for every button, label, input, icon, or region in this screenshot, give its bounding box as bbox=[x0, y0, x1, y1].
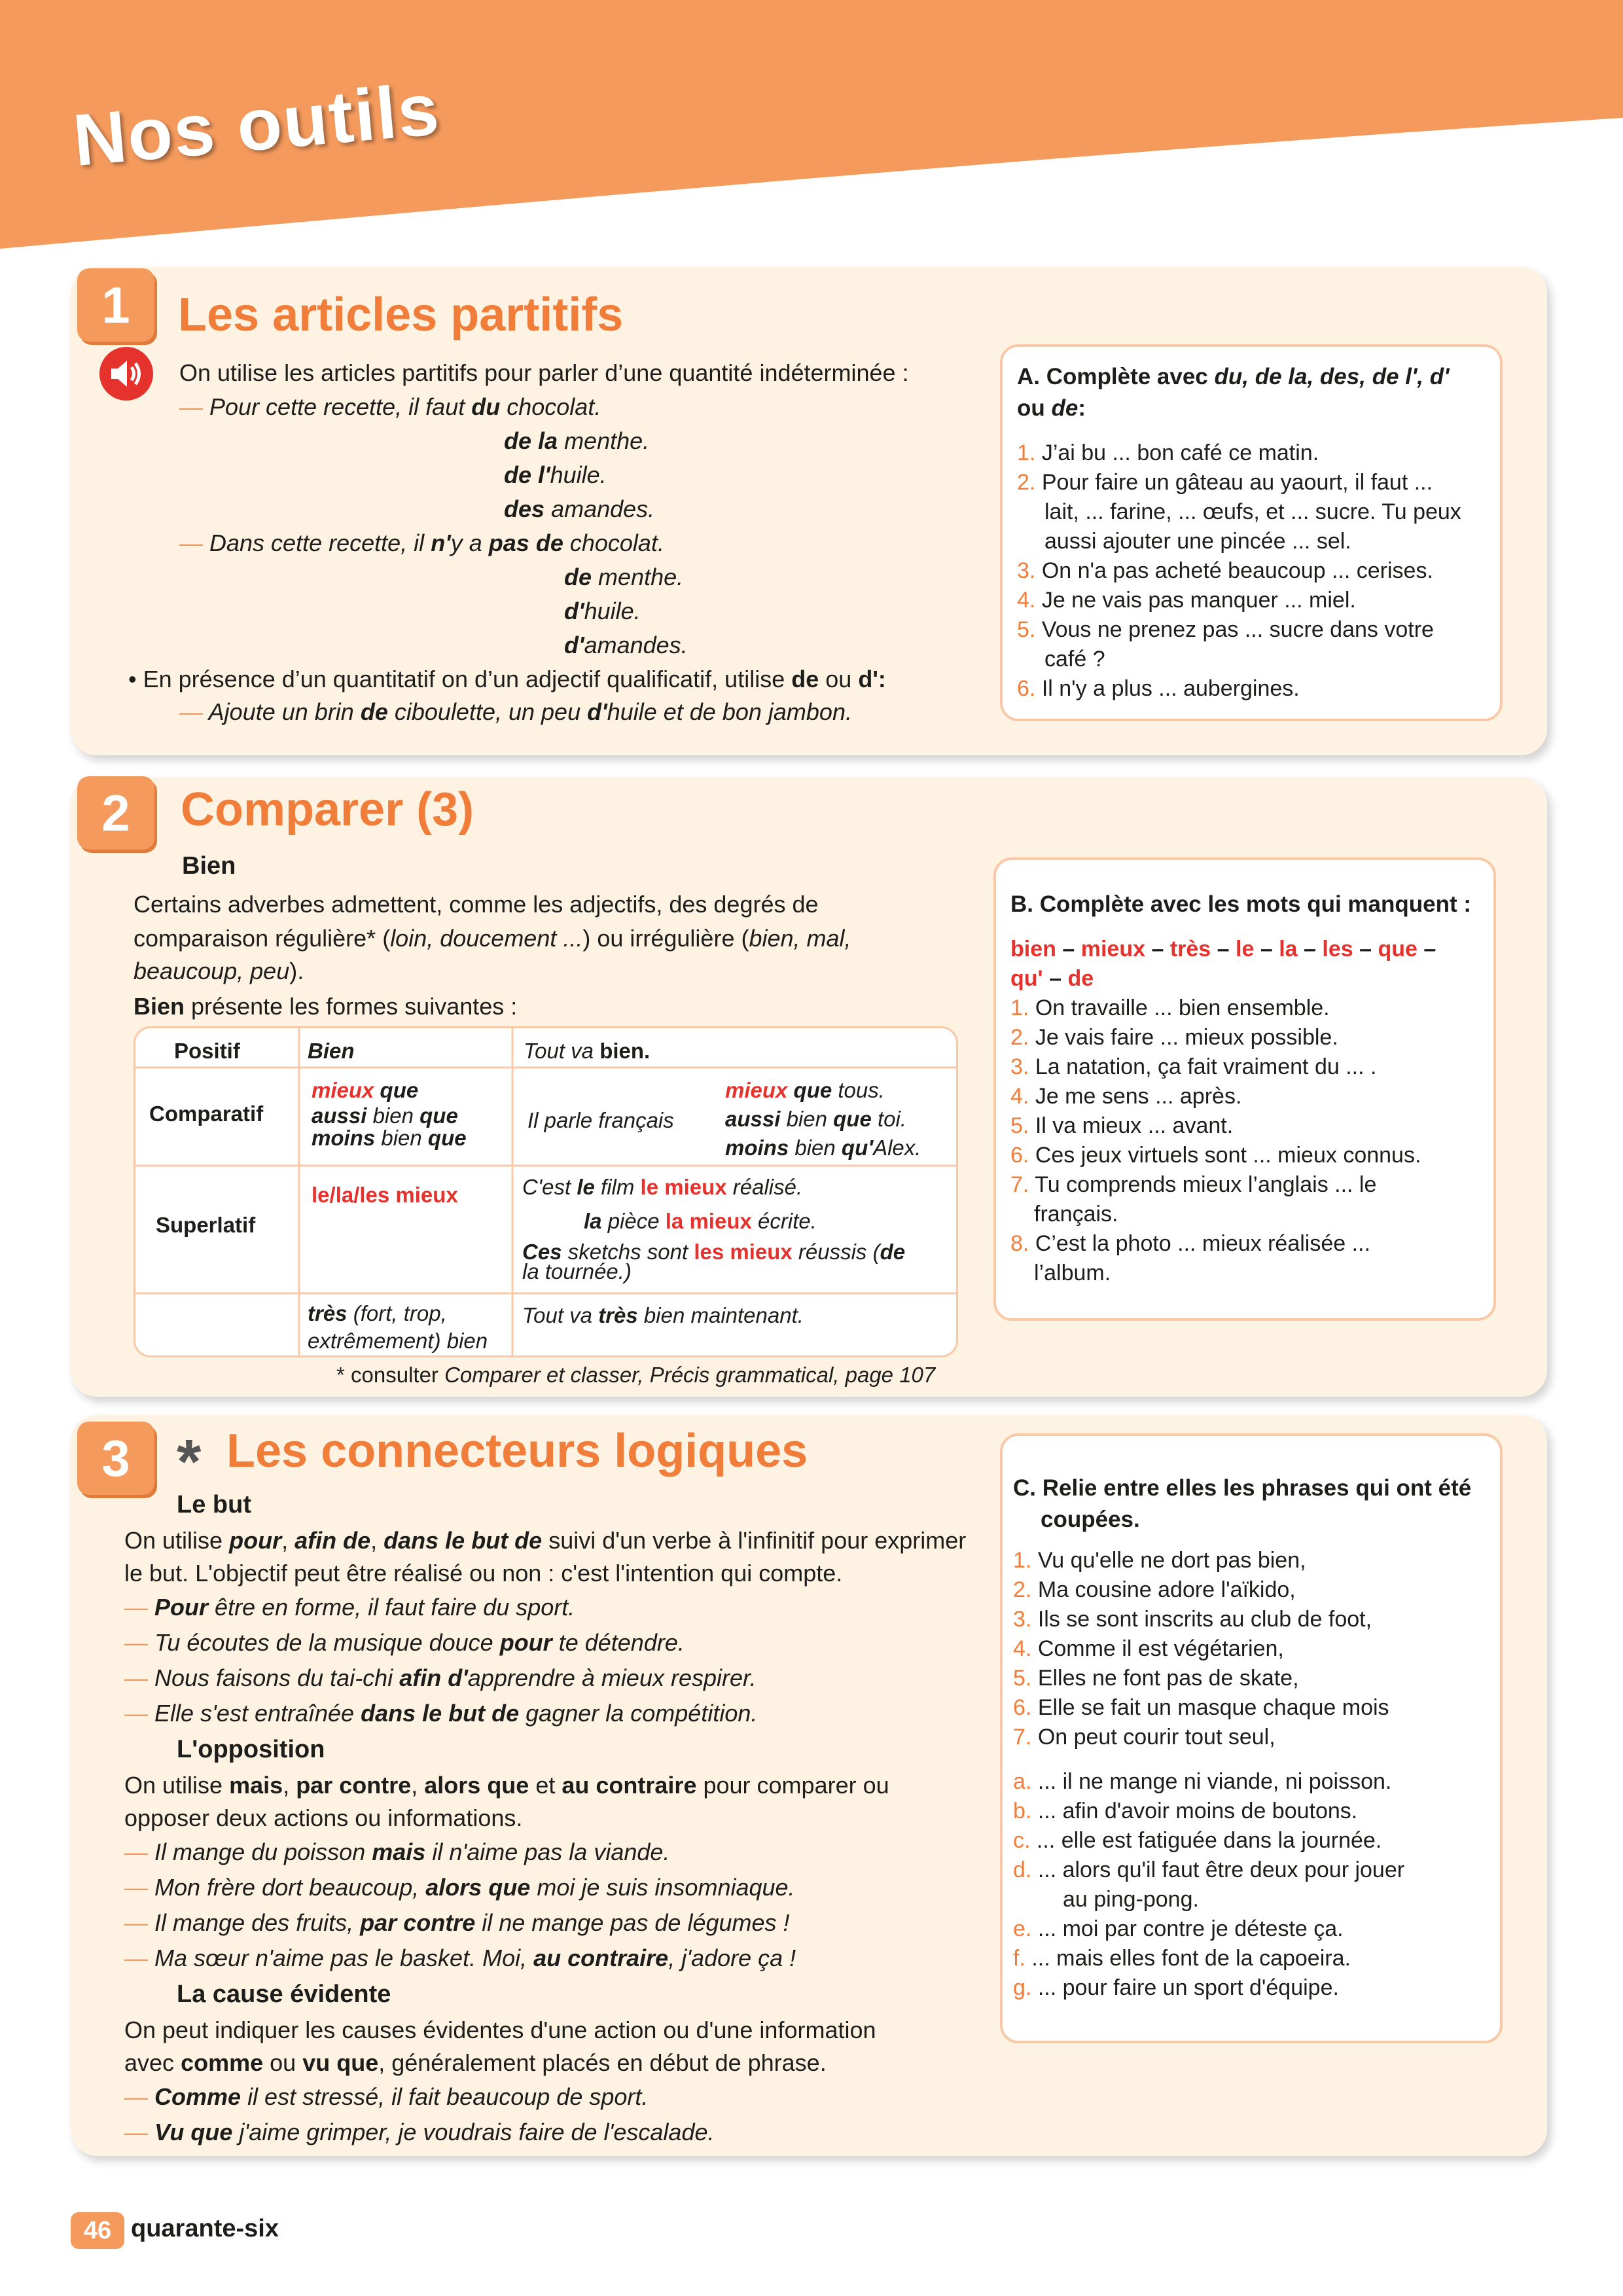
table-header-bien: Bien bbox=[308, 1039, 355, 1063]
exercise-item: 5. Il va mieux ... avant. bbox=[1010, 1113, 1234, 1138]
subheading: La cause évidente bbox=[177, 1981, 391, 2008]
exercise-item: b. ... afin d'avoir moins de boutons. bbox=[1013, 1799, 1358, 1823]
intro-text: On utilise les articles partitifs pour parler d’une quantité indéterminée : bbox=[179, 359, 909, 386]
example-line: de menthe. bbox=[564, 564, 684, 590]
paragraph-line: opposer deux actions ou informations. bbox=[124, 1804, 523, 1831]
exercise-item: 4. Je ne vais pas manquer ... miel. bbox=[1017, 588, 1356, 613]
example-line: d'huile. bbox=[564, 598, 641, 624]
exercise-list bbox=[1017, 439, 1488, 704]
word-bank: bien – mieux – très – le – la – les – que – qu' – de bbox=[1010, 937, 1436, 991]
exercise-item: 4. Je me sens ... après. bbox=[1010, 1084, 1242, 1109]
example-line: — Ajoute un brin de ciboulette, un peu d'huile et de bon jambon. bbox=[179, 698, 852, 725]
table-last-example: Tout va très bien maintenant. bbox=[522, 1303, 804, 1327]
exercise-item: 2. Pour faire un gâteau au yaourt, il faut ... bbox=[1017, 470, 1433, 495]
exercise-item: d. ... alors qu'il faut être deux pour jouer bbox=[1013, 1857, 1405, 1882]
exercise-item: 6. Il n'y a plus ... aubergines. bbox=[1017, 676, 1300, 701]
exercise-item: f. ... mais elles font de la capoeira. bbox=[1013, 1946, 1351, 1971]
paragraph-line: Bien présente les formes suivantes : bbox=[134, 993, 518, 1020]
exercise-item: 1. Vu qu'elle ne dort pas bien, bbox=[1013, 1548, 1306, 1573]
section-title: Les connecteurs logiques bbox=[226, 1425, 808, 1477]
section-title: Les articles partitifs bbox=[178, 289, 624, 341]
page-title: Nos outils bbox=[69, 67, 444, 182]
example-line: — Ma sœur n'aime pas le basket. Moi, au contraire, j'adore ça ! bbox=[124, 1945, 796, 1971]
exercise-item: c. ... elle est fatiguée dans la journée. bbox=[1013, 1828, 1382, 1853]
exercise-heading: A. Complète avec du, de la, des, de l', d' ou de: bbox=[1017, 364, 1450, 421]
example-line: — Vu que j'aime grimper, je voudrais faire de l'escalade. bbox=[124, 2119, 715, 2145]
exercise-item: 2. Ma cousine adore l'aïkido, bbox=[1013, 1577, 1296, 1602]
table-label-comparatif: Comparatif bbox=[149, 1102, 264, 1126]
exercise-item: 5. Elles ne font pas de skate, bbox=[1013, 1666, 1299, 1691]
exercise-item: 6. Ces jeux virtuels sont ... mieux connus. bbox=[1010, 1143, 1421, 1168]
example-line: — Nous faisons du tai-chi afin d'apprendre à mieux respirer. bbox=[124, 1664, 757, 1691]
section-number: 2 bbox=[77, 776, 154, 850]
table-header-positif: Positif bbox=[174, 1039, 240, 1063]
exercise-item: e. ... moi par contre je déteste ça. bbox=[1013, 1916, 1344, 1941]
example-line: d'amandes. bbox=[564, 632, 688, 658]
paragraph-line: avec comme ou vu que, généralement placés en début de phrase. bbox=[124, 2049, 827, 2076]
exercise-item: 6. Elle se fait un masque chaque mois bbox=[1013, 1695, 1389, 1720]
example-line: — Pour être en forme, il faut faire du sport. bbox=[124, 1594, 575, 1621]
paragraph-line: Certains adverbes admettent, comme les adjectifs, des degrés de bbox=[134, 891, 819, 918]
example-line: — Tu écoutes de la musique douce pour te détendre. bbox=[124, 1629, 685, 1656]
exercise-item: 3. On n'a pas acheté beaucoup ... cerises. bbox=[1017, 558, 1433, 583]
exercise-item: l’album. bbox=[1034, 1261, 1111, 1285]
example-line: — Comme il est stressé, il fait beaucoup de sport. bbox=[124, 2083, 649, 2110]
section-title: Comparer (3) bbox=[181, 783, 474, 836]
page-number: 46 bbox=[71, 2212, 124, 2249]
paragraph-line: le but. L'objectif peut être réalisé ou non : c'est l'intention qui compte. bbox=[124, 1560, 843, 1587]
asterisk-icon: * bbox=[177, 1427, 202, 1497]
exercise-item: 7. On peut courir tout seul, bbox=[1013, 1725, 1275, 1749]
paragraph-line: On utilise mais, par contre, alors que et au contraire pour comparer ou bbox=[124, 1772, 889, 1799]
exercise-item: 4. Comme il est végétarien, bbox=[1013, 1636, 1284, 1661]
example-line: — Elle s'est entraînée dans le but de gagner la compétition. bbox=[124, 1700, 758, 1727]
exercise-item: lait, ... farine, ... œufs, et ... sucre. Tu peux bbox=[1044, 499, 1461, 524]
rule-text: • En présence d’un quantitatif on d’un adjectif qualificatif, utilise de ou d': bbox=[128, 666, 886, 692]
table-header-example: Tout va bien. bbox=[524, 1039, 651, 1063]
subheading: Le but bbox=[177, 1491, 251, 1518]
table-comp-lead: Il parle français bbox=[527, 1108, 674, 1132]
example-line: de l'huile. bbox=[504, 461, 607, 488]
example-line: — Il mange du poisson mais il n'aime pas la viande. bbox=[124, 1839, 670, 1865]
exercise-item: g. ... pour faire un sport d'équipe. bbox=[1013, 1975, 1339, 2000]
exercise-item: 1. On travaille ... bien ensemble. bbox=[1010, 996, 1330, 1020]
example-line: des amandes. bbox=[504, 495, 655, 522]
exercise-item: au ping-pong. bbox=[1063, 1887, 1199, 1912]
example-line: — Il mange des fruits, par contre il ne mange pas de légumes ! bbox=[124, 1909, 790, 1936]
section-number: 3 bbox=[77, 1422, 154, 1495]
exercise-item: 3. Ils se sont inscrits au club de foot, bbox=[1013, 1607, 1372, 1632]
paragraph-line: comparaison régulière* (loin, doucement ...) ou irrégulière (bien, mal, bbox=[134, 925, 851, 952]
table-last-form: très (fort, trop, extrêmement) bien bbox=[308, 1301, 488, 1353]
table-comp-forms: mieux que aussi bien que moins bien que bbox=[312, 1078, 467, 1150]
example-line: — Mon frère dort beaucoup, alors que moi je suis insomniaque. bbox=[124, 1874, 795, 1901]
paragraph-line: On utilise pour, afin de, dans le but de suivi d'un verbe à l'infinitif pour exprimer bbox=[124, 1527, 967, 1554]
exercise-item: français. bbox=[1034, 1202, 1118, 1227]
exercise-heading: C. Relie entre elles les phrases qui ont été coupées. bbox=[1013, 1475, 1472, 1532]
subheading: Bien bbox=[182, 852, 236, 880]
exercise-item: a. ... il ne mange ni viande, ni poisson. bbox=[1013, 1769, 1392, 1794]
exercise-item: aussi ajouter une pincée ... sel. bbox=[1044, 529, 1351, 554]
exercise-list bbox=[1013, 1767, 1491, 2003]
table-sup-form: le/la/les mieux bbox=[312, 1183, 458, 1207]
paragraph-line: On peut indiquer les causes évidentes d'une action ou d'une information bbox=[124, 2017, 876, 2043]
section-number: 1 bbox=[77, 268, 154, 342]
example-line: — Pour cette recette, il faut du chocolat. bbox=[179, 393, 601, 420]
page-number-words: quarante-six bbox=[131, 2215, 279, 2242]
exercise-item: 8. C’est la photo ... mieux réalisée ... bbox=[1010, 1231, 1370, 1256]
exercise-item: café ? bbox=[1044, 647, 1105, 672]
exercise-item: 7. Tu comprends mieux l’anglais ... le bbox=[1010, 1172, 1377, 1197]
footnote: * consulter Comparer et classer, Précis grammatical, page 107 bbox=[336, 1363, 936, 1387]
example-line: — Dans cette recette, il n'y a pas de chocolat. bbox=[179, 529, 664, 556]
subheading: L'opposition bbox=[177, 1736, 325, 1763]
table-comp-examples: mieux que tous. aussi bien que toi. moins bien qu'Alex. bbox=[725, 1078, 921, 1160]
table-sup-example: Ces sketchs sont les mieux réussis (de la tournée.) bbox=[522, 1240, 906, 1283]
exercise-list bbox=[1013, 1546, 1491, 1752]
table-label-superlatif: Superlatif bbox=[156, 1213, 256, 1237]
table-sup-example: la pièce la mieux écrite. bbox=[584, 1209, 817, 1233]
exercise-heading: B. Complète avec les mots qui manquent : bbox=[1010, 891, 1472, 917]
paragraph-line: beaucoup, peu). bbox=[134, 958, 304, 984]
speaker-icon[interactable] bbox=[99, 347, 153, 401]
exercise-item: 1. J’ai bu ... bon café ce matin. bbox=[1017, 440, 1319, 465]
exercise-item: 5. Vous ne prenez pas ... sucre dans votre bbox=[1017, 617, 1434, 642]
exercise-item: 3. La natation, ça fait vraiment du ... . bbox=[1010, 1054, 1377, 1079]
table-sup-example: C'est le film le mieux réalisé. bbox=[522, 1175, 803, 1199]
exercise-item: 2. Je vais faire ... mieux possible. bbox=[1010, 1025, 1338, 1050]
exercise-list bbox=[1010, 994, 1482, 1288]
example-line: de la menthe. bbox=[504, 427, 650, 454]
